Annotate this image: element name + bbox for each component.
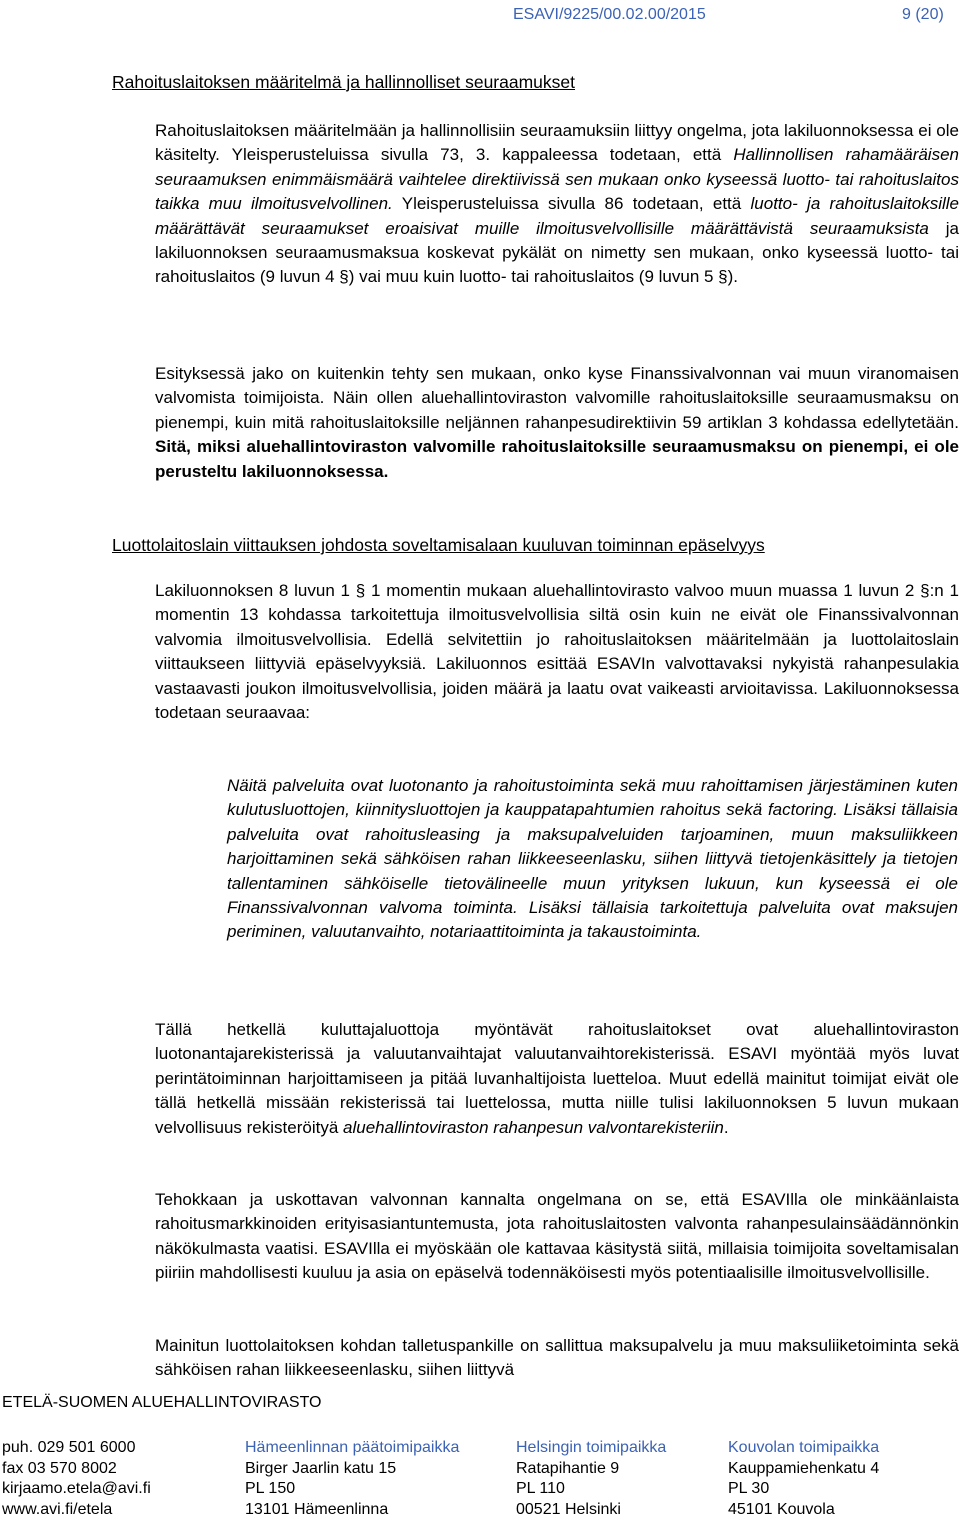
footer-contact-column [2,1438,151,1520]
paragraph-registers: Tällä hetkellä kuluttajaluottoja myöntävät rahoituslaitokset ovat aluehallintoviraston luotonantajarekisterissä ja valuutanvaihtajat valuutanvaihtorekisterissä. ESAVI myöntää myös luvat perintätoiminnan harjoittamiseen ja pitää luvanhaltijoista luetteloa. Muut edellä mainitut toimijat eivät ole tällä hetkellä missään rekisterissä tai luettelossa, mutta niille tulisi lakiluonnoksen 5 luvun mukaan velvollisuus rekisteröityä aluehallintoviraston rahanpesun valvontarekisteriin. [155,1020,959,1137]
section-heading-credit-institution-reference: Luottolaitoslain viittauksen johdosta soveltamisalaan kuuluvan toiminnan epäselvyys [112,535,765,555]
paragraph-definition-issue: Rahoituslaitoksen määritelmään ja hallinnollisiin seuraamuksiin liittyy ongelma, jota lakiluonnoksessa ei ole käsitelty. Yleisperusteluissa sivulla 73, 3. kappaleessa todetaan, että Hallinnollisen rahamääräisen seuraamuksen enimmäismäärä vaihtelee direktiivissä sen mukaan onko kyseessä luotto- tai rahoituslaitos taikka muu ilmoitusvelvollinen. Yleisperusteluissa sivulla 86 todetaan, että luotto- ja rahoituslaitoksille määrättävät seuraamukset eroaisivat muille ilmoitusvelvollisille määrättävistä seuraamuksista ja lakiluonnoksen seuraamusmaksua koskevat pykälät on nimetty sen mukaan, onko kyseessä luotto- tai rahoituslaitos (9 luvun 4 §) vai muu kuin luotto- tai rahoituslaitos (9 luvun 5 §). [155,121,959,287]
phone-number: puh. 029 501 6000 [2,1439,136,1456]
paragraph-deposit-bank: Mainitun luottolaitoksen kohdan talletuspankille on sallittua maksupalvelu ja muu maksuliiketoiminta sekä sähköisen rahan liikkeeseenlasku, siihen liittyvä [155,1336,959,1380]
page-number: 9 (20) [902,6,944,23]
office-title: Kouvolan toimipaikka [728,1439,880,1456]
office-title: Helsingin toimipaikka [516,1439,667,1456]
office-pobox: PL 30 [728,1480,770,1497]
quoted-text: Näitä palveluita ovat luotonanto ja rahoitustoiminta sekä muu rahoittamisen järjestäminen kuten kulutusluottojen, kiinnitysluottojen ja kauppatapahtumien rahoitus sekä factoring. Lisäksi tällaisia palveluita ovat rahoitusleasing ja maksupalveluiden tarjoaminen, muun maksuliikkeen harjoittaminen sekä sähköisen rahan liikkeeseenlasku, siihen liittyvä tietojenkäsittely ja tietojen tallentaminen sähköiselle tietovälineelle muun yrityksen lukuun, kun kyseessä ei ole Finanssivalvonnan valvoma toiminta. Lisäksi tällaisia tarkoitettuja palveluita ovat maksujen periminen, valuutanvaihto, notariaattitoiminta ja takaustoiminta. [227,776,958,942]
office-street: Kauppamiehenkatu 4 [728,1459,880,1477]
office-postal: 45101 Kouvola [728,1500,835,1518]
office-title: Hämeenlinnan päätoimipaikka [245,1439,460,1456]
footer-office-hameenlinna [245,1438,459,1520]
section-heading-financial-institution: Rahoituslaitoksen määritelmä ja hallinnolliset seuraamukset [112,72,576,92]
office-postal: 00521 Helsinki [516,1500,621,1518]
fax-number: fax 03 570 8002 [2,1459,117,1477]
footer-office-helsinki [516,1438,666,1520]
office-street: Birger Jaarlin katu 15 [245,1459,397,1477]
email-address[interactable]: kirjaamo.etela@avi.fi [2,1480,151,1497]
paragraph-expertise: Tehokkaan ja uskottavan valvonnan kannalta ongelmana on se, että ESAVIlla ole minkäänlaista rahoitusmarkkinoiden erityisasiantuntemusta, jota rahoituslaitosten valvonta rahanpesulainsäädännönkin näkökulmasta vaatisi. ESAVIlla ei myöskään ole kattavaa käsitystä siitä, millaisia toimijoita soveltamisalan piiriin mahdollisesti kuuluu ja asia on epäselvä todennäköisesti myös potentiaalisille ilmoitusvelvollisille. [155,1190,959,1283]
organization-name: ETELÄ-SUOMEN ALUEHALLINTOVIRASTO [2,1394,322,1411]
website-link[interactable]: www.avi.fi/etela [2,1500,113,1518]
document-id: ESAVI/9225/00.02.00/2015 [513,6,706,23]
footer-office-kouvola [728,1438,879,1520]
page-header [0,6,960,30]
office-postal: 13101 Hämeenlinna [245,1500,389,1518]
office-street: Ratapihantie 9 [516,1459,620,1477]
office-pobox: PL 110 [516,1480,565,1497]
paragraph-sanction-difference: Esityksessä jako on kuitenkin tehty sen mukaan, onko kyse Finanssivalvonnan vai muun viranomaisen valvomista toimijoista. Näin ollen aluehallintoviraston valvomille rahoituslaitoksille seuraamusmaksu on pienempi, kuin mitä rahoituslaitoksille neljännen rahanpesudirektiivin 59 artiklan 3 kohdassa edellytetään. Sitä, miksi aluehallintoviraston valvomille rahoituslaitoksille seuraamusmaksu on pienempi, ei ole perusteltu lakiluonnoksessa. [155,364,959,481]
office-pobox: PL 150 [245,1480,296,1497]
paragraph-supervision-scope: Lakiluonnoksen 8 luvun 1 § 1 momentin mukaan aluehallintovirasto valvoo muun muassa 1 luvun 2 §:n 1 momentin 13 kohdassa tarkoitettuja ilmoitusvelvollisia siltä osin kuin ne eivät ole Finanssivalvonnan valvomia ilmoitusvelvollisia. Edellä selvitettiin jo rahoituslaitoksen määritelmään ja luottolaitoslain viittaukseen liittyviä epäselvyyksiä. Lakiluonnos esittää ESAVIn valvottavaksi nykyistä rahanpesulakia vastaavasti joukon ilmoitusvelvollisia, joiden määrä ja laatu ovat vaikeasti arvioitavissa. Lakiluonnoksessa todetaan seuraavaa: [155,581,959,723]
